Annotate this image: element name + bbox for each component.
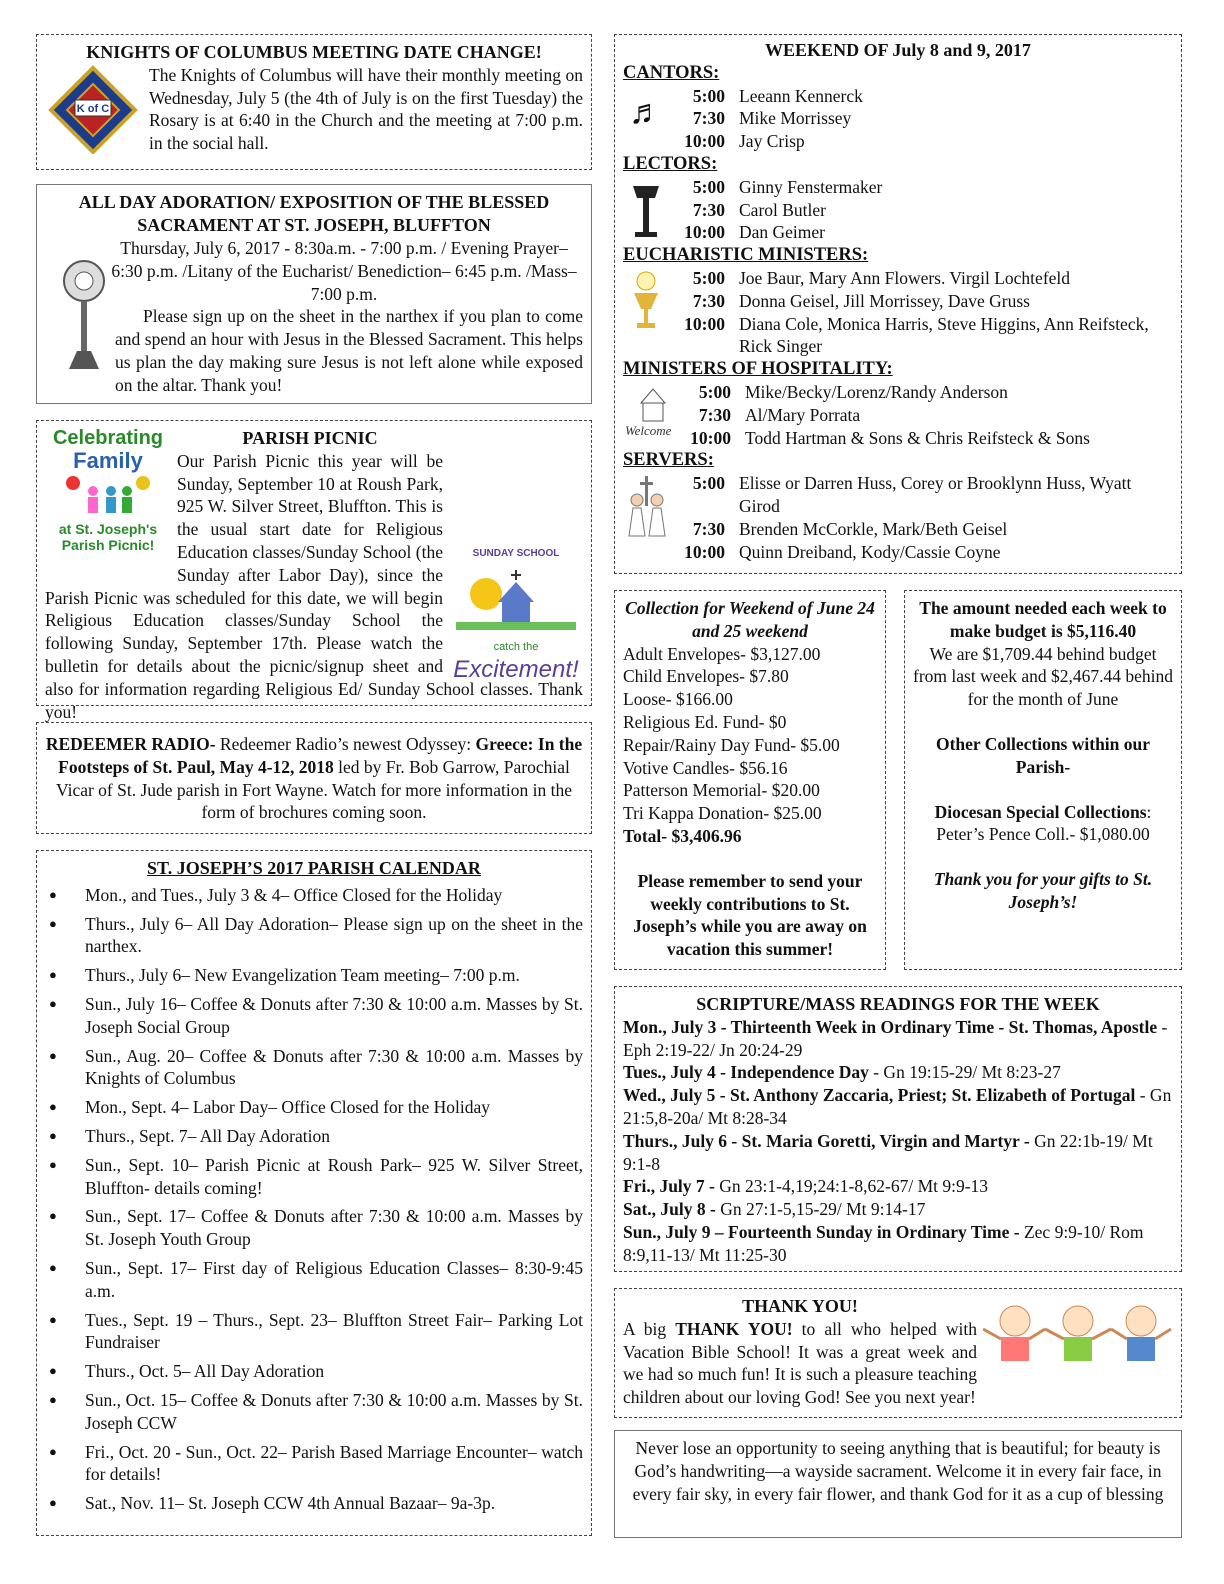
adoration-box [36, 184, 592, 404]
reading-item: Tues., July 4 - Independence Day - Gn 19:15-29/ Mt 8:23-27 [623, 1062, 1061, 1083]
peters-pence: Peter’s Pence Coll.- $1,080.00 [936, 824, 1150, 845]
em-row: 7:30 Donna Geisel, Jill Morrissey, Dave Gruss [692, 290, 1030, 311]
calendar-item: ● Sun., Sept. 17– First day of Religious Education Classes– 8:30-9:45 a.m. [45, 1257, 583, 1303]
family-figures-icon [53, 473, 163, 515]
calendar-item: ● Sun., Oct. 15– Coffee & Donuts after 7:30 & 10:00 a.m. Masses by St. Joseph CCW [45, 1389, 583, 1435]
picnic-box [36, 420, 592, 722]
collection-line: Religious Ed. Fund- $0 [623, 711, 787, 732]
kofc-box [36, 34, 592, 170]
altar-servers-icon [625, 476, 669, 538]
servers-list [623, 472, 1173, 563]
em-row: 5:00 Joe Baur, Mary Ann Flowers. Virgil Lochtefeld [692, 267, 1071, 288]
reading-item: Mon., July 3 - Thirteenth Week in Ordinary Time - St. Thomas, Apostle - Eph 2:19-22/ Jn 20:24-29 [623, 1016, 1168, 1060]
lectors-heading: LECTORS: [623, 153, 718, 174]
picnic-body: Our Parish Picnic this year will be Sunday, September 10 at Roush Park, 925 W. Silver Street, Bluffton. This is the usual start date for Religious Education classes/Sunday School (the Sunday after Labor Day), since the Parish Picnic was scheduled for this date, we will begin Religious Education classes/Sunday School the following Sunday, September 17th. Please watch the bulletin for details about the picnic/signup sheet and also for information regarding Religious Ed/ Sunday School classes. Thank you! [45, 450, 583, 722]
welcome-text: Welcome [625, 422, 672, 438]
collection-title: Collection for Weekend of June 24 and 25 weekend [625, 598, 875, 641]
cantors-heading: CANTORS: [623, 62, 720, 83]
reading-item: Thurs., July 6 - St. Maria Goretti, Virgin and Martyr - Gn 22:1b-19/ Mt 9:1-8 [623, 1130, 1153, 1174]
server-row: 10:00 Quinn Dreiband, Kody/Cassie Coyne [684, 541, 1001, 562]
budget-box [904, 590, 1182, 970]
knights-of-columbus-emblem-icon [45, 64, 141, 154]
calendar-item: ● Fri., Oct. 20 - Sun., Oct. 22– Parish Based Marriage Encounter– watch for details! [45, 1441, 583, 1487]
diocesan-collections: Diocesan Special Collections: [934, 801, 1152, 822]
hospitality-heading: MINISTERS OF HOSPITALITY: [623, 359, 893, 380]
picnic-logo-line1: Celebrating [52, 427, 164, 449]
hospitality-row: 10:00 Todd Hartman & Sons & Chris Reifsteck & Sons [690, 427, 1090, 448]
calendar-item: ● Sun., Sept. 10– Parish Picnic at Roush Park– 925 W. Silver Street, Bluffton- details coming! [45, 1154, 583, 1200]
radio-text2: led by Fr. Bob Garrow, Parochial Vicar of St. Jude parish in Fort Wayne. Watch for more information in the form of brochures coming soon. [56, 756, 572, 823]
thankyou-box [614, 1288, 1182, 1418]
calendar-box [36, 850, 592, 1536]
cantor-row: 10:00 Jay Crisp [684, 131, 805, 152]
readings-box [614, 986, 1182, 1272]
picnic-logo [45, 427, 171, 565]
quote-text: Never lose an opportunity to seeing anything that is beautiful; for beauty is God’s handwriting—a wayside sacrament. Welcome it in every fair face, in every fair sky, in every fair flower, and thank God for it as a cup of blessing [632, 1438, 1164, 1504]
em-row: 10:00 Diana Cole, Monica Harris, Steve Higgins, Ann Reifsteck, Rick Singer [684, 313, 1149, 357]
sunday-school-logo [449, 543, 583, 684]
calendar-item: ● Sat., Nov. 11– St. Joseph CCW 4th Annual Bazaar– 9a-3p. [45, 1492, 583, 1515]
cantor-row: 7:30 Mike Morrissey [692, 108, 852, 129]
readings-title: SCRIPTURE/MASS READINGS FOR THE WEEK [696, 994, 1100, 1014]
server-row: 5:00 Elisse or Darren Huss, Corey or Brooklynn Huss, Wyatt Girod [692, 473, 1132, 516]
ss-bottom: Excitement! [453, 656, 579, 684]
quote-box [614, 1430, 1182, 1538]
kofc-body: The Knights of Columbus will have their monthly meeting on Wednesday, July 5 (the 4th of July is on the first Tuesday) the Rosary is at 6:40 in the Church and the meeting at 7:00 p.m. in the social hall. [149, 64, 583, 154]
budget-behind: We are $1,709.44 behind budget from last week and $2,467.44 behind for the month of June [913, 643, 1174, 710]
calendar-item: ● Thurs., Sept. 7– All Day Adoration [45, 1125, 583, 1148]
cantor-row: 5:00 Leeann Kennerck [692, 85, 863, 106]
collection-line: Repair/Rainy Day Fund- $5.00 [623, 734, 840, 755]
calendar-item: ● Tues., Sept. 19 – Thurs., Sept. 23– Bluffton Street Fair– Parking Lot Fundraiser [45, 1309, 583, 1355]
collection-box [614, 590, 886, 970]
hospitality-row: 7:30 Al/Mary Porrata [698, 404, 861, 425]
calendar-item: ● Sun., July 16– Coffee & Donuts after 7:30 & 10:00 a.m. Masses by St. Joseph Social Group [45, 993, 583, 1039]
lector-row: 5:00 Ginny Fenstermaker [692, 176, 883, 197]
servers-heading: SERVERS: [623, 450, 714, 471]
calendar-item: ● Sun., Aug. 20– Coffee & Donuts after 7:30 & 10:00 a.m. Masses by Knights of Columbus [45, 1045, 583, 1091]
thankyou-body: A big THANK YOU! to all who helped with Vacation Bible School! It was a great week and we had so much fun! It is such a pleasure teaching children about our loving God! See you next year! [623, 1318, 977, 1408]
radio-lead: REDEEMER RADIO- [45, 734, 216, 754]
picnic-logo-line4: Parish Picnic! [61, 536, 155, 553]
collection-line: Patterson Memorial- $20.00 [623, 780, 820, 801]
church-sun-icon [456, 566, 576, 630]
collection-line: Child Envelopes- $7.80 [623, 666, 789, 687]
kofc-title: KNIGHTS OF COLUMBUS MEETING DATE CHANGE! [86, 42, 542, 62]
picnic-title: PARISH PICNIC [242, 428, 378, 448]
em-list [623, 267, 1173, 358]
calendar-item: ● Mon., and Tues., July 3 & 4– Office Closed for the Holiday [45, 884, 583, 907]
monstrance-icon [59, 251, 109, 371]
calendar-item: ● Thurs., July 6– New Evangelization Team meeting– 7:00 p.m. [45, 964, 583, 987]
calendar-item: ● Sun., Sept. 17– Coffee & Donuts after 7:30 & 10:00 a.m. Masses by St. Joseph Youth Group [45, 1205, 583, 1251]
lector-row: 10:00 Dan Geimer [684, 222, 826, 243]
calendar-item: ● Mon., Sept. 4– Labor Day– Office Closed for the Holiday [45, 1096, 583, 1119]
adoration-body: Please sign up on the sheet in the narthex if you plan to come and spend an hour with Jesus in the Blessed Sacrament. This helps us plan the day making sure Jesus is not left alone while exposed on the altar. Thank you! [115, 306, 583, 395]
adoration-schedule: Thursday, July 6, 2017 - 8:30a.m. - 7:00 p.m. / Evening Prayer– 6:30 p.m. /Litany of the Eucharist/ Benediction– 6:45 p.m. /Mass– 7:00 p.m. [111, 238, 577, 304]
hospitality-list [623, 381, 1173, 449]
calendar-list [45, 884, 583, 1515]
reading-item: Sat., July 8 - Gn 27:1-5,15-29/ Mt 9:14-17 [623, 1199, 926, 1220]
hospitality-row: 5:00 Mike/Becky/Lorenz/Randy Anderson [698, 381, 1008, 402]
ss-top: SUNDAY SCHOOL [472, 548, 560, 559]
budget-needed: The amount needed each week to make budget is $5,116.40 [919, 598, 1167, 641]
lectern-icon [631, 182, 661, 238]
welcome-church-icon [623, 383, 679, 445]
collection-line: Adult Envelopes- $3,127.00 [623, 643, 821, 664]
collection-line: Tri Kappa Donation- $25.00 [623, 803, 822, 824]
chalice-icon [629, 271, 663, 331]
collection-total: Total- $3,406.96 [623, 825, 742, 846]
radio-box [36, 722, 592, 834]
picnic-logo-line2: Family [73, 448, 143, 473]
collection-reminder: Please remember to send your weekly contributions to St. Joseph’s while you are away on vacation this summer! [633, 870, 867, 960]
radio-trip-title: Greece: In the Footsteps of St. Paul, May 4-12, 2018 [58, 734, 583, 777]
reading-item: Wed., July 5 - St. Anthony Zaccaria, Priest; St. Elizabeth of Portugal - Gn 21:5,8-20a/ Mt 8:28-34 [623, 1085, 1172, 1128]
ss-mid: catch the [493, 640, 539, 653]
kofc-emblem-text: K of C [76, 102, 110, 115]
weekend-title: WEEKEND OF July 8 and 9, 2017 [765, 40, 1031, 60]
weekend-box [614, 34, 1182, 574]
happy-children-icon [983, 1299, 1173, 1383]
radio-text1: Redeemer Radio’s newest Odyssey: [215, 734, 476, 754]
collection-line: Loose- $166.00 [623, 689, 733, 710]
picnic-logo-line3: at St. Joseph's [58, 520, 158, 537]
cantors-list [623, 85, 1173, 153]
reading-item: Sun., July 9 – Fourteenth Sunday in Ordinary Time - Zec 9:9-10/ Rom 8:9,11-13/ Mt 11:25-30 [623, 1221, 1144, 1265]
em-heading: EUCHARISTIC MINISTERS: [623, 245, 869, 266]
reading-item: Fri., July 7 - Gn 23:1-4,19;24:1-8,62-67/ Mt 9:9-13 [623, 1176, 989, 1197]
collection-line: Votive Candles- $56.16 [623, 757, 788, 778]
thankyou-title: THANK YOU! [742, 1296, 858, 1316]
calendar-item: ● Thurs., July 6– All Day Adoration– Please sign up on the sheet in the narthex. [45, 913, 583, 959]
music-notes-icon: ♬ [629, 93, 663, 131]
server-row: 7:30 Brenden McCorkle, Mark/Beth Geisel [692, 518, 1008, 539]
adoration-title: ALL DAY ADORATION/ EXPOSITION OF THE BLESSED SACRAMENT AT ST. JOSEPH, BLUFFTON [78, 192, 550, 235]
other-collections: Other Collections within our Parish- [935, 733, 1151, 777]
lector-row: 7:30 Carol Butler [692, 199, 826, 220]
lectors-list [623, 176, 1173, 244]
calendar-item: ● Thurs., Oct. 5– All Day Adoration [45, 1360, 583, 1383]
budget-thanks: Thank you for your gifts to St. Joseph’s! [933, 869, 1153, 912]
calendar-title: ST. JOSEPH’S 2017 PARISH CALENDAR [147, 858, 481, 878]
